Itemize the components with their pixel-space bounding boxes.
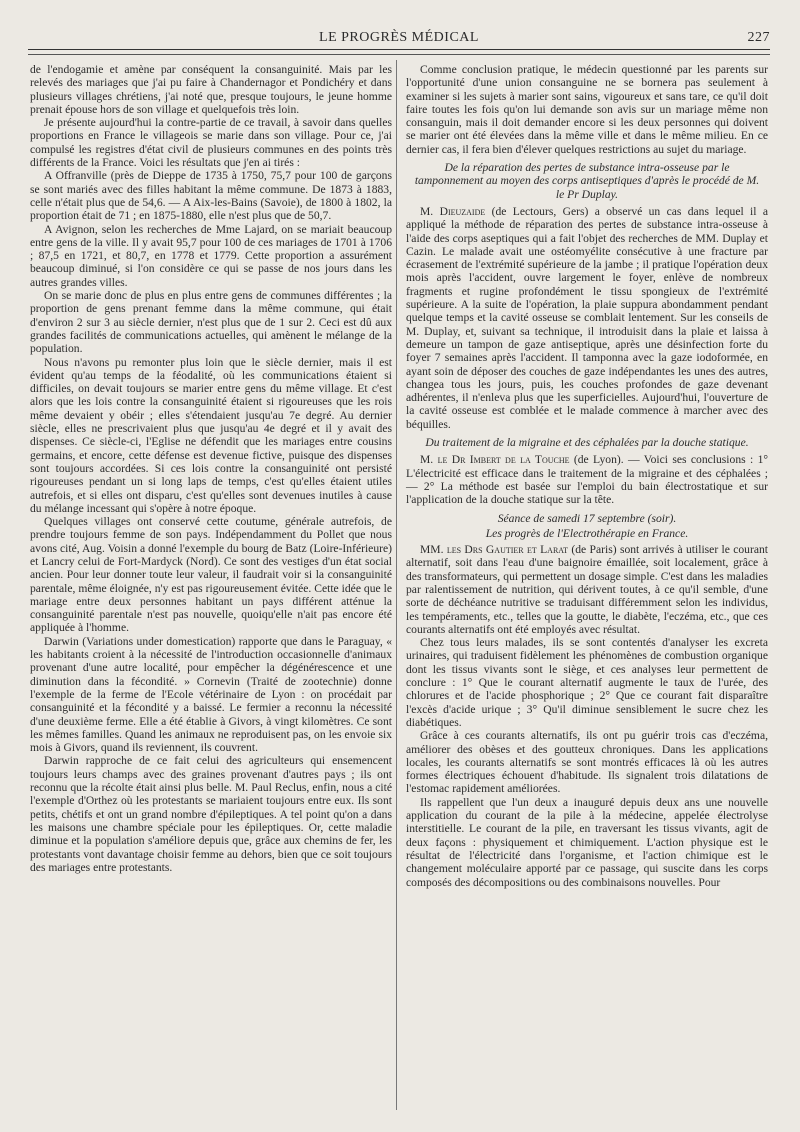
author-name: MM. les Drs Gautier et Larat bbox=[420, 543, 569, 557]
author-name: M. le Dr Imbert de la Touche bbox=[420, 453, 570, 467]
paragraph: A Offranville (près de Dieppe de 1735 à 1750, 75,7 pour 100 de garçons se sont mariés avec des filles habitant la même commune. De 1873 à 1883, celle n'était plus que de 54,6. — A Aix-les-Bains (Savoie), de 1800 à 1802, la proportion était de 71 ; en 1875-1880, elle n'est plus que de 50,7. bbox=[30, 169, 392, 223]
right-column bbox=[406, 63, 768, 889]
paragraph: Darwin rapproche de ce fait celui des agriculteurs qui ensemencent toujours leurs champs avec des graines provenant d'autres pays ; ils ont reconnu que la récolte était ainsi plus belle. M. Paul Reclus, enfin, nous a cité l'exemple d'Orthez où les protestants se mariaient toujours entre eux. Ils sont petits, chétifs et ont un grand nombre d'épileptiques. A tel point qu'on a dans les maisons une chambre spéciale pour les épileptiques. Or, cette maladie diminue et la population s'améliore depuis que, grâce aux chemins de fer, les protestants vont davantage choisir femme au dehors, bien que ce soit toujours des mariages entre protestants. bbox=[30, 754, 392, 874]
column-divider bbox=[396, 60, 397, 1110]
journal-title: LE PROGRÈS MÉDICAL bbox=[319, 30, 479, 45]
paragraph: Grâce à ces courants alternatifs, ils ont pu guérir trois cas d'eczéma, améliorer des obèses et des goutteux chroniques. Dans les applications locales, les courants alternatifs se sont montrés efficaces là où les autres formes électriques échouent d'habitude. Ils signalent trois dilatations de l'estomac rapidement améliorées. bbox=[406, 729, 768, 796]
session-heading: Séance de samedi 17 septembre (soir). bbox=[497, 511, 677, 525]
paragraph bbox=[406, 543, 768, 636]
paragraph: Darwin (Variations under domestication) rapporte que dans le Paraguay, « les habitants croient à la nécessité de l'introduction occasionnelle d'animaux provenant d'une autre localité, pour empêcher la dégénérescence et une diminution dans la fécondité. » Cornevin (Traité de zootechnie) donne l'exemple de la ferme de l'Ecole vétérinaire de Lyon : on procédait par consanguinité et la fécondité y a baissé. Le fermier a reconnu la nécessité d'une deuxième ferme. Elle a été établie à Givors, à vingt kilomètres. Ce sont les mêmes familles. Quand les animaux ne reproduisent pas, on les envoie six mois à Givors, quand ils reviennent, ils couvrent. bbox=[30, 634, 392, 755]
running-head bbox=[28, 30, 770, 46]
author-name: M. Dieuzaide bbox=[420, 204, 486, 218]
paragraph bbox=[406, 205, 768, 431]
page-number: 227 bbox=[747, 30, 770, 45]
paragraph: Ils rappellent que l'un deux a inauguré depuis deux ans une nouvelle application du courant de la pile à la médecine, appelée électrolyse interstitielle. Le courant de la pile, en traversant les tissus vivants, agit de deux façons : physiquement et chimiquement. L'action physique est le résultat de l'électricité dans l'organisme, et l'action chimique est le changement moléculaire apporté par ce passage, qui suscite dans les corps composés des décompositions ou des combinaisons nouvelles. Pour bbox=[406, 795, 768, 889]
paragraph-text: (de Lyon). — Voici ses conclusions : 1° L'électricité est efficace dans le traitement de la migraine et des céphalées ; — 2° La méthode est basée sur l'emploi du bain électrostatique et sur l'application de la douche statique sur la tête. bbox=[406, 453, 768, 507]
header-rule bbox=[28, 49, 770, 55]
paragraph: Chez tous leurs malades, ils se sont contentés d'analyser les excreta urinaires, qui traduisent fidèlement les phénomènes de combustion organique dont les tissus vivants sont le siège, et ces analyses leur permettent de conclure : 1° Que le courant alternatif augmente le taux de l'urée, des chlorures et de l'acide phosphorique ; 2° Que ce courant fait disparaître l'excès d'acide urique ; 3° Qu'il diminue sensiblement le sucre chez les diabétiques. bbox=[406, 636, 768, 729]
paragraph: A Avignon, selon les recherches de Mme Lajard, on se mariait beaucoup entre gens de la ville. Il y avait 95,7 pour 100 de ces mariages de 1701 à 1706 ; 87,5 en 1721, et 80,7, en 1778 et 1779. Cette proportion a assurément beaucoup diminué, si l'on considère ce qui se passe de nos jours dans les autres grandes villes. bbox=[30, 222, 392, 289]
paragraph: Quelques villages ont conservé cette coutume, générale autrefois, de prendre toujours femme de son pays. Indépendamment du Pollet que nous avons cité, Aug. Voisin a donné l'exemple du bourg de Batz (Loire-Inférieure) et Lancry celui de Fort-Mardyck (Nord). Ce sont des vestiges d'un état social ancien. Pour leur donner toute leur valeur, il faudrait voir si la consanguinité parentale, même éloignée, n'y est pas rigoureusement évitée. Cette idée que le mariage entre deux personnes habitant un pays différent atténue la consanguinité parentale n'est pas nouvelle, quoiqu'elle n'ait pas encore été appliquée à l'homme. bbox=[30, 515, 392, 635]
left-column bbox=[30, 63, 392, 874]
section-heading: Du traitement de la migraine et des céphalées par la douche statique. bbox=[425, 436, 749, 450]
paragraph-text: (de Lectours, Gers) a observé un cas dans lequel il a appliqué la méthode de réparation des pertes de substance intra-osseuse à l'aide des corps aseptiques qui a fait l'objet des recherches de MM. Duplay et Cazin. Le malade avait une ostéomyélite consécutive à une fracture par écrasement de l'extrémité supérieure de la jambe ; il pratique l'opération deux mois après l'accident, ouvre largement le foyer, enlève de nombreux fragments et rugine profondément le tissu spongieux de l'extrémité supérieure. A la suite de l'opération, la plaie suppura abondamment pendant quelque temps et la cavité osseuse se comblait lentement. Sur les conseils de M. Duplay, et, suivant sa technique, il introduisit dans la plaie et laissa à demeure un tampon de gaze antiseptique, après une désinfection forte du foyer 7 semaines après l'accident. Il tamponna avec la gaze iodoformée, en ayant soin de déposer des couches de gaze indépendantes les unes des autres, changea tous les jours, puis, les couches profondes de gaze devenant adhérentes, il n'enleva plus que les superficielles. Aujourd'hui, l'ouverture de la cavité osseuse est comblée et le malade commence à marcher avec des béquilles. bbox=[406, 204, 768, 431]
paragraph bbox=[406, 453, 768, 506]
paragraph: On se marie donc de plus en plus entre gens de communes différentes ; la proportion de gens prenant femme dans la même commune, qui était d'environ 2 sur 3 au siècle dernier, n'est plus que de 1 sur 2. Ceci est dû aux grandes facilités de communications actuelles, qui amènent le mélange de la population. bbox=[30, 289, 392, 356]
paragraph-text: (de Paris) sont arrivés à utiliser le courant alternatif, soit dans l'eau d'une baignoire émaillée, soit localement, grâce à des transformateurs, qui permettent un dosage simple. C'est dans les maladies par ralentissement de nutrition, qui dérivent toutes, à ce qu'il semble, d'une sorte de déchéance nutritive se traduisant différemment selon les individus, les tempéraments, etc., telles que la goutte, le diabète, l'eczéma, etc., que ces courants alternatifs ont été employés avec résultat. bbox=[406, 543, 768, 636]
section-heading: De la réparation des pertes de substance intra-osseuse par le tamponnement au moyen des corps antiseptiques d'après le procédé de M. le Pr Duplay. bbox=[414, 161, 760, 201]
section-heading: Les progrès de l'Electrothérapie en France. bbox=[485, 526, 689, 540]
paragraph: Nous n'avons pu remonter plus loin que le siècle dernier, mais il est évident qu'au temps de la féodalité, où les communications étaient si difficiles, on devait toujours se marier entre gens du même village. Et c'est alors que les lois contre la consanguinité étaient si rigoureuses que les rois même devaient y obéir ; elles s'étendaient jusqu'au 7e degré. Au dernier siècle, elles ne prescrivaient plus que jusqu'au 4e degré et il y avait des dispenses. Ce siècle-ci, l'Eglise ne défendit que les mariages entre cousins germains, et encore, cette défense est devenue fictive, puisque des dispenses sont toujours accordées. Si ces lois contre la consanguinité ont persisté rigoureuses pendant un si long laps de temps, c'est qu'elles étaient utiles autrefois, et si elles ont disparu, c'est qu'elles sont devenues inutiles à cause du mélange incessant qui s'opère à notre époque. bbox=[30, 355, 392, 515]
paragraph: Je présente aujourd'hui la contre-partie de ce travail, à savoir dans quelles proportions en France le villageois se marie dans son village. Pour ce, j'ai compulsé les registres d'état civil de plusieurs communes en des points très différents de la France. Voici les résultats que j'en ai tirés : bbox=[30, 116, 392, 170]
paragraph: Comme conclusion pratique, le médecin questionné par les parents sur l'opportunité d'une union consanguine ne se bornera pas seulement à examiner si les sujets à marier sont sains, vigoureux et sans tare, ce qu'il doit faire toutes les fois qu'on lui demande son avis sur un mariage même non consanguin, mais il doit demander encore si les deux personnes qui doivent se marier ont été élevées dans la même ville et dans le même milieu. En ce dernier cas, il fera bien d'élever quelques restrictions au sujet du mariage. bbox=[406, 63, 768, 156]
paragraph: de l'endogamie et amène par conséquent la consanguinité. Mais par les relevés des mariages que j'ai pu faire à Chandernagor et Pondichéry et dans plusieurs villages chrétiens, j'ai noté que, presque toujours, le jeune homme prenait épouse hors de son village et quelquefois très loin. bbox=[30, 63, 392, 116]
